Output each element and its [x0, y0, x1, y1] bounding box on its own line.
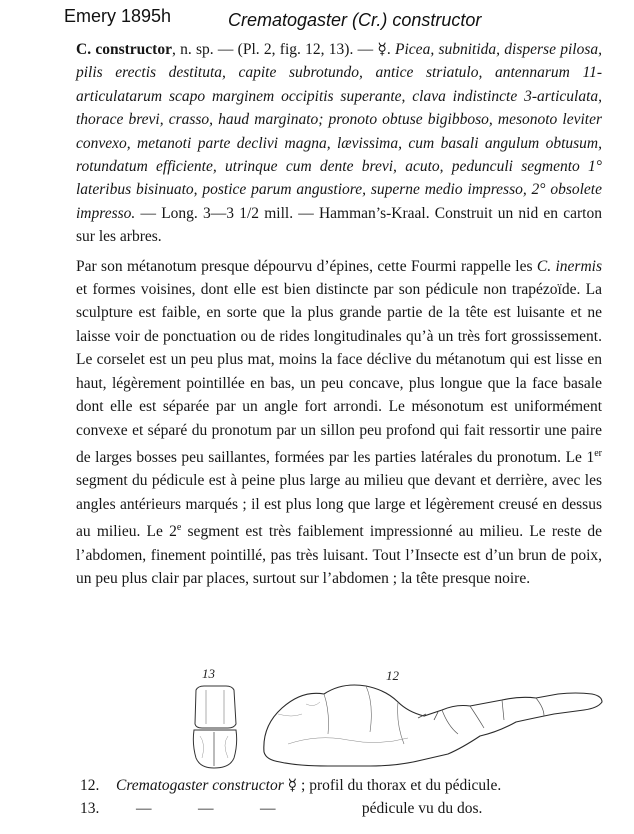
discussion-part2: et formes voisines, dont elle est bien distincte par son pédicule non trapézoïde. La sculpture est faible, en sorte que la plus grande partie de la tête est luisante et ne laisse voir de ponctuation ou de rides longitudinales qu’à un très fort grossissement. Le corselet est un peu plus mat, moins la face déclive du métanotum qui est lisse en haut, légèrement pointillée en bas, un peu concave, plus longue que la face basale dont elle est séparée par un angle fort arrondi. Le mésonotum est uniformément convexe et séparé du pronotum par un sillon peu profond qui fait ressortir une paire de larges bosses peu saillantes, formées par les parties latérales du pronotum. Le 1 [76, 281, 602, 466]
figure-12-thorax-profile-drawing [258, 674, 608, 770]
figure-13-label: 13 [202, 666, 215, 681]
figure-13-petiole-dorsal-drawing [186, 684, 246, 770]
caption-13-text: pédicule vu du dos. [358, 800, 483, 817]
discussion-part3: segment du pédicule est à peine plus large au milieu que devant et derrière, avec les angles antérieurs marqués ; il est plus long que large et légèrement creusé en dessus au milieu. Le 2 [76, 472, 602, 541]
discussion-part4: segment est très faiblement impressionné au milieu. Le reste de l’abdomen, finement pointillé, pas très luisant. Tout l’Insecte est d’un brun de poix, un peu plus clair par places, surtout sur l’abdomen ; la tête presque noire. [76, 523, 602, 587]
caption-12-number: 12. [80, 777, 100, 794]
page-body [76, 38, 602, 590]
description-tail: — Long. 3—3 1/2 mill. — Hamman’s-Kraal. Construit un nid en carton sur les arbres. [76, 204, 602, 246]
caption-figure-12 [80, 776, 600, 795]
discussion-part1: Par son métanotum presque dépourvu d’épines, cette Fourmi rappelle les [76, 257, 537, 275]
figure-12-label: 12 [386, 668, 399, 683]
caption-figure-13 [80, 800, 600, 818]
caption-13-number: 13. [80, 800, 100, 817]
latin-diagnosis: Picea, subnitida, disperse pilosa, pilis erectis destituta, capite subrotundo, antice striatulo, antennarum 11-articulatarum scapo marginem occipitis superante, clava indistincte 3-articulata, thorace brevi, crasso, haud marginato; pronoto obtuse bigibboso, mesonoto leviter convexo, metanoti parte declivi magna, lævissima, cum basali angulum obtusum, rotundatum efficiente, utrinque cum dente brevi, acuto, pedunculi segmento 1° lateribus bisinuato, postice parum angustiore, superne medio impresso, 2° obsolete impresso. [76, 41, 602, 222]
source-citation: Emery 1895h [64, 6, 172, 26]
caption-12-text: ☿ ; profil du thorax et du pédicule. [283, 777, 502, 794]
caption-12-species: Crematogaster constructor [116, 777, 284, 794]
species-name: C. constructor [76, 41, 172, 58]
species-description [76, 38, 602, 249]
description-reference: , n. sp. — (Pl. 2, fig. 12, 13). — ☿. [171, 41, 396, 58]
french-discussion [76, 255, 602, 591]
taxon-title: Crematogaster (Cr.) constructor [228, 10, 482, 30]
figures-plate [180, 662, 620, 774]
caption-13-ditto-marks: — — — [136, 800, 276, 817]
compared-species: C. inermis [536, 257, 603, 275]
superscript-e: e [176, 522, 182, 534]
superscript-er: er [594, 447, 602, 459]
